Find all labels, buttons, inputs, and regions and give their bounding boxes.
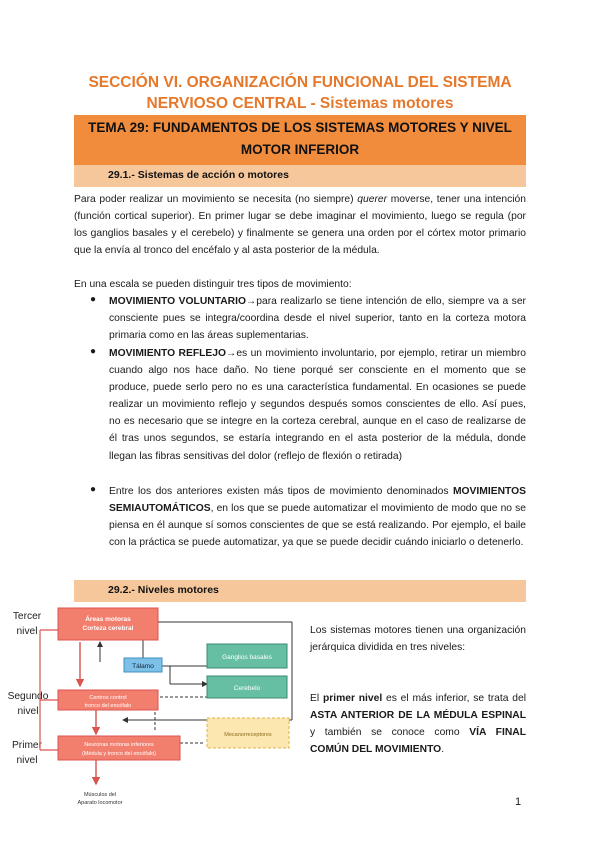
bullet-voluntario bbox=[109, 293, 526, 344]
level-1-label-a: Primer bbox=[12, 740, 42, 751]
bullet-semiautomaticos bbox=[109, 483, 526, 551]
section-title-line2: NERVIOSO CENTRAL - Sistemas motores bbox=[146, 95, 454, 112]
bullet-semi-a: Entre los dos anteriores existen más tipos de movimiento denominados bbox=[109, 486, 453, 497]
level-bracket bbox=[40, 630, 58, 750]
topic-title-line1: TEMA 29: FUNDAMENTOS DE LOS SISTEMAS MOTORES Y NIVEL bbox=[88, 120, 512, 135]
paragraph-intro-em: querer bbox=[357, 194, 388, 205]
first-level-strong3: VÍA FINAL COMÚN DEL MOVIMIENTO bbox=[310, 727, 526, 755]
box-ganglios-text: Ganglios basales bbox=[222, 654, 272, 661]
section-title-line1: SECCIÓN VI. ORGANIZACIÓN FUNCIONAL DEL SISTEMA bbox=[88, 74, 512, 91]
level-1-label-b: nivel bbox=[16, 755, 38, 766]
first-level-strong1: primer nivel bbox=[322, 693, 383, 704]
subsection-heading-1: 29.1.- Sistemas de acción o motores bbox=[108, 169, 289, 181]
box-talamo-text: Tálamo bbox=[132, 663, 154, 670]
bullet-voluntario-title: MOVIMIENTO VOLUNTARIO bbox=[109, 296, 246, 307]
subsection-heading-2: 29.2.- Niveles motores bbox=[108, 584, 219, 596]
paragraph-intro-b: moverse, tener una intención (función cortical superior). En primer lugar se debe imaginar el movimiento, luego se regula (por los ganglios basales y el cerebelo) y finalmente se genera una orden por el córtex motor primario que la envía al tronco del encéfalo y al asta posterior de la médula. bbox=[74, 194, 526, 256]
topic-title-line2: MOTOR INFERIOR bbox=[240, 142, 360, 157]
first-level-b: es el más inferior, se trata del bbox=[382, 693, 526, 704]
first-level-d: . bbox=[441, 744, 445, 755]
paragraph-levels: Los sistemas motores tienen una organización jerárquica dividida en tres niveles: bbox=[310, 625, 526, 653]
topic-title bbox=[74, 117, 526, 161]
box-otros-text: Mecanorreceptores bbox=[224, 732, 272, 738]
bullet-dot-icon: ● bbox=[90, 294, 97, 305]
level-2-label-b: nivel bbox=[17, 706, 39, 717]
box-centros-text-b: tronco del encéfalo bbox=[84, 703, 132, 709]
box-neuronas-text-b: (Médula y tronco del encéfalo) bbox=[82, 751, 156, 757]
box-musculos-text-b: Aparato locomotor bbox=[77, 800, 123, 806]
level-2-label-a: Segundo bbox=[7, 691, 49, 702]
box-musculos-text-a: Músculos del bbox=[83, 792, 117, 798]
bullet-reflejo-text: →es un movimiento involuntario, por ejemplo, retirar un miembro cuando algo nos hace daño. No tiene porqué ser consciente en el momento que se produce, puede serlo pero no es una característica fundamental. En ocasiones se puede realizar un movimiento reflejo y segundos después somos conscientes de ello. Así pues, no es necesario que se integre en la corteza cerebral, aunque en el caso de realizarse de él tras unos segundos, se estaría integrando en el asta posterior de la médula, donde llegan las fibras sensitivas del dolor (reflejo de flexión o retirada) bbox=[109, 348, 526, 462]
bullet-dot-icon: ● bbox=[90, 484, 97, 495]
paragraph-first-level bbox=[310, 690, 526, 758]
bullet-reflejo-title: MOVIMIENTO REFLEJO bbox=[109, 348, 227, 359]
bullet-semi-title: MOVIMIENTOS SEMIAUTOMÁTICOS bbox=[109, 486, 526, 515]
box-cortex bbox=[58, 608, 158, 640]
paragraph-intro bbox=[74, 191, 526, 259]
first-level-strong2: ASTA ANTERIOR DE LA MÉDULA ESPINAL bbox=[310, 710, 526, 721]
section-title bbox=[40, 72, 560, 114]
subsection-bar-2 bbox=[74, 580, 526, 602]
box-cortex-text-a: Áreas motoras bbox=[85, 616, 131, 623]
page-number: 1 bbox=[515, 796, 522, 808]
box-centros-text-a: Centros control bbox=[89, 695, 127, 701]
first-level-a: El bbox=[310, 693, 323, 704]
bullet-voluntario-text: →para realizarlo se tiene intención de ello, siempre va a ser consciente pues se integra/coordina desde el nivel superior, tanto en la corteza motora primaria como en las áreas suplementarias. bbox=[109, 296, 526, 342]
bullet-reflejo bbox=[109, 345, 526, 465]
box-neuronas-text-a: Neuronas motoras inferiores bbox=[84, 742, 154, 748]
level-3-label-b: nivel bbox=[16, 626, 38, 637]
bullet-dot-icon: ● bbox=[90, 346, 97, 357]
motor-levels-diagram bbox=[0, 600, 310, 810]
box-cerebelo-text: Cerebelo bbox=[233, 685, 261, 692]
paragraph-scale: En una escala se pueden distinguir tres tipos de movimiento: bbox=[74, 279, 352, 290]
paragraph-intro-a: Para poder realizar un movimiento se necesita (no siempre) bbox=[74, 194, 358, 205]
level-3-label-a: Tercer bbox=[12, 611, 42, 622]
first-level-c: y también se conoce como bbox=[310, 727, 470, 738]
box-cortex-text-b: Corteza cerebral bbox=[82, 625, 134, 632]
subsection-bar-1 bbox=[74, 165, 526, 187]
bullet-semi-b: , en los que se puede automatizar el movimiento de modo que no se piensa en él aunque sí somos conscientes de que se está realizando. Por ejemplo, el baile con la práctica se puede automatizar, ya que se puede decidir cuándo iniciarlo o detenerlo. bbox=[109, 503, 526, 549]
